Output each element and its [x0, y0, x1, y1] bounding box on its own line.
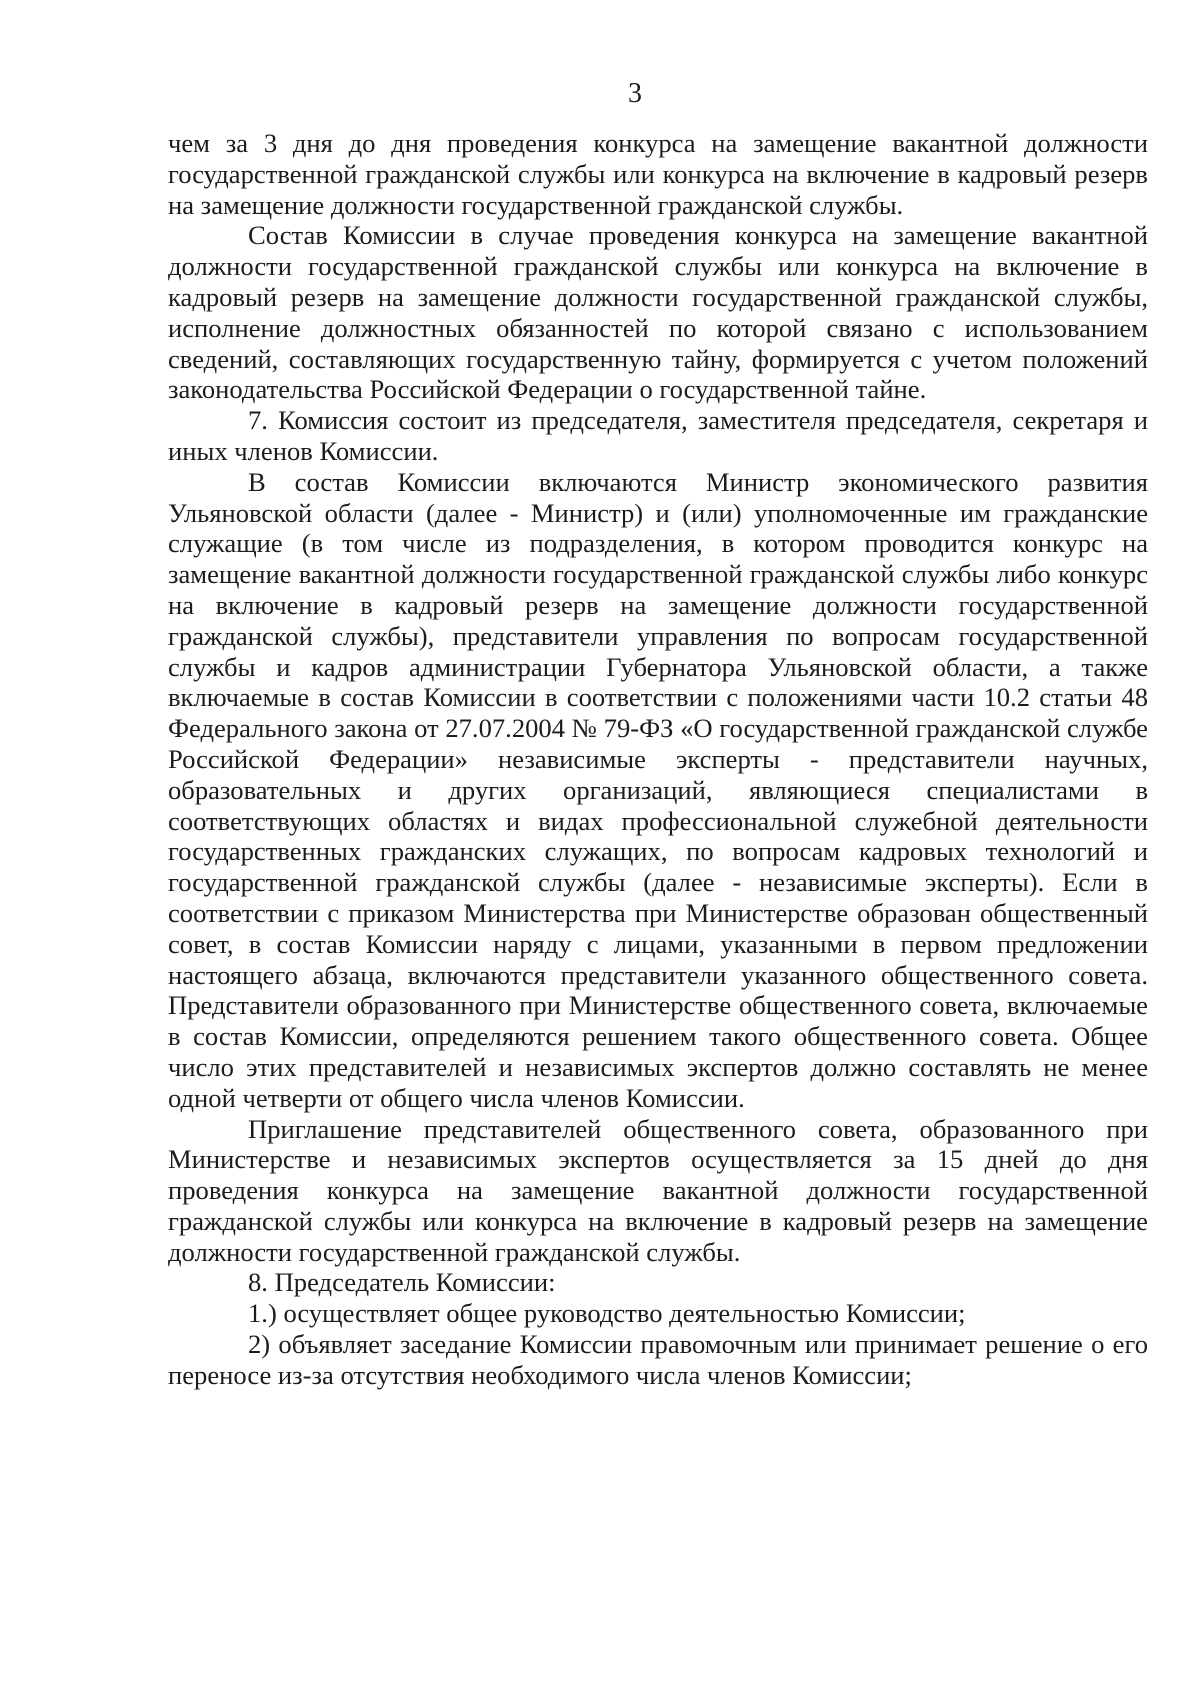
- paragraph-clause-8: 8. Председатель Комиссии:: [248, 1267, 556, 1298]
- paragraph-invitation: Приглашение представителей общественного совета, образованного при Министерстве и независимых экспертов осуществляется за 15 дней до дня проведения конкурса на замещение вакантной должности государственной гражданской службы или конкурса на включение в кадровый резерв на замещение должности государственной гражданской службы.: [168, 1113, 1148, 1267]
- document-body: [168, 128, 1148, 1391]
- paragraph-commission-secret-composition: Состав Комиссии в случае проведения конкурса на замещение вакантной должности государственной гражданской службы или конкурса на включение в кадровый резерв на замещение должности государственной гражданской службы, исполнение должностных обязанностей по которой связано с использованием сведений, составляющих государственную тайну, формируется с учетом положений законодательства Российской Федерации о государственной тайне.: [168, 220, 1148, 405]
- paragraph-clause-7: 7. Комиссия состоит из председателя, заместителя председателя, секретаря и иных членов Комиссии.: [168, 405, 1148, 466]
- paragraph-continuation: чем за 3 дня до дня проведения конкурса на замещение вакантной должности государственной гражданской службы или конкурса на включение в кадровый резерв на замещение должности государственной гражданской службы.: [168, 128, 1148, 220]
- paragraph-commission-members: В состав Комиссии включаются Министр экономического развития Ульяновской области (далее - Министр) и (или) уполномоченные им гражданские служащие (в том числе из подразделения, в котором проводится конкурс на замещение вакантной должности государственной гражданской службы либо конкурс на включение в кадровый резерв на замещение должности государственной гражданской службы), представители управления по вопросам государственной службы и кадров администрации Губернатора Ульяновской области, а также включаемые в состав Комиссии в соответствии с положениями части 10.2 статьи 48 Федерального закона от 27.07.2004 № 79-ФЗ «О государственной гражданской службе Российской Федерации» независимые эксперты - представители научных, образовательных и других организаций, являющиеся специалистами в соответствующих областях и видах профессиональной служебной деятельности государственных гражданских служащих, по вопросам кадровых технологий и государственной гражданской службы (далее - независимые эксперты). Если в соответствии с приказом Министерства при Министерстве образован общественный совет, в состав Комиссии наряду с лицами, указанными в первом предложении настоящего абзаца, включаются представители указанного общественного совета. Представители образованного при Министерстве общественного совета, включаемые в состав Комиссии, определяются решением такого общественного совета. Общее число этих представителей и независимых экспертов должно составлять не менее одной четверти от общего числа членов Комиссии.: [168, 466, 1148, 1113]
- list-item-2: 2) объявляет заседание Комиссии правомочным или принимает решение о его переносе из-за отсутствия необходимого числа членов Комиссии;: [168, 1329, 1148, 1390]
- page-number: 3: [628, 78, 642, 109]
- list-item-1: 1.) осуществляет общее руководство деятельностью Комиссии;: [248, 1298, 966, 1329]
